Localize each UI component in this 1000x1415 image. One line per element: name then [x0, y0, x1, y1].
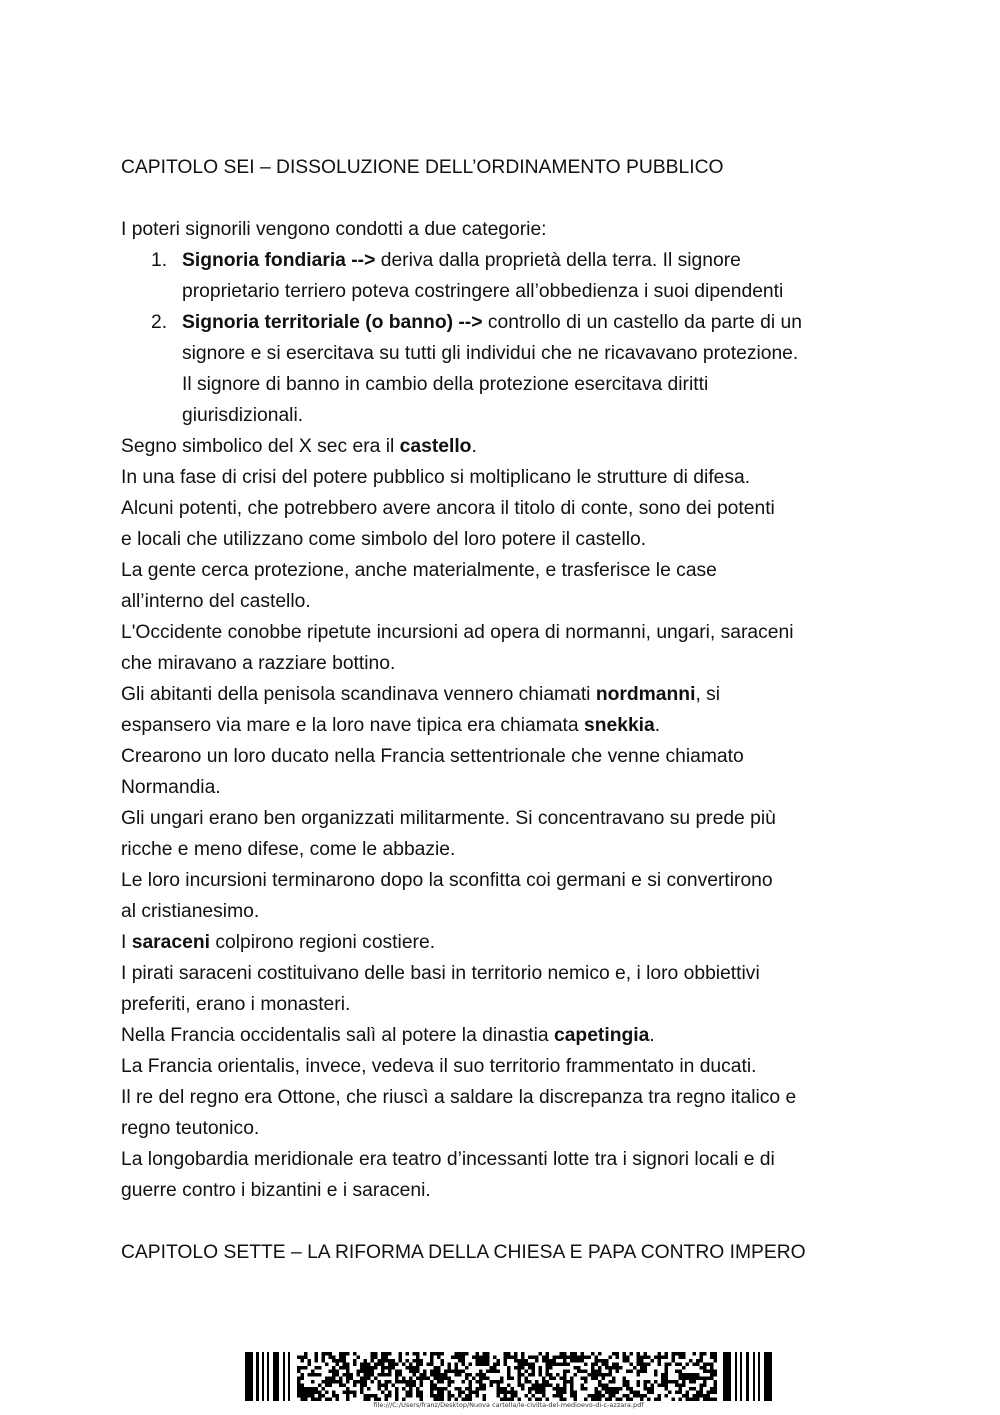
- categories-list: [121, 245, 901, 431]
- text-line: I pirati saraceni costituivano delle basi in territorio nemico e, i loro obbiettivi: [121, 963, 760, 984]
- text-line: Le loro incursioni terminarono dopo la sconfitta coi germani e si convertirono: [121, 870, 773, 891]
- text-line: Crearono un loro ducato nella Francia settentrionale che venne chiamato: [121, 746, 744, 767]
- chapter-title: CAPITOLO SETTE – LA RIFORMA DELLA CHIESA E PAPA CONTRO IMPERO: [121, 1242, 806, 1263]
- text-line: espansero via mare e la loro nave tipica era chiamata snekkia.: [121, 715, 661, 736]
- text-line: Gli ungari erano ben organizzati militarmente. Si concentravano su prede più: [121, 808, 776, 829]
- list-number: 1.: [151, 250, 168, 271]
- text-line: ricche e meno difese, come le abbazie.: [121, 839, 456, 860]
- footer-file-path: file:///C:/Users/franz/Desktop/Nuova cartella/le-civilta-del-medioevo-di-c-azzara.pdf: [373, 1401, 644, 1409]
- intro-paragraph: I poteri signorili vengono condotti a due categorie:: [121, 219, 547, 240]
- text-line: Normandia.: [121, 777, 221, 798]
- text-line: La longobardia meridionale era teatro d’incessanti lotte tra i signori locali e di: [121, 1149, 775, 1170]
- text-line: Nella Francia occidentalis salì al potere la dinastia capetingia.: [121, 1025, 655, 1046]
- text-line: Il re del regno era Ottone, che riuscì a saldare la discrepanza tra regno italico e: [121, 1087, 797, 1108]
- list-number: 2.: [151, 312, 168, 333]
- text-line: Alcuni potenti, che potrebbero avere ancora il titolo di conte, sono dei potenti: [121, 498, 775, 519]
- list-item: 2. Signoria territoriale (o banno) --> controllo di un castello da parte di un signore e si esercitava su tutti gli individui che ne ricavavano protezione. Il signore di banno in cambio della protezione esercitava diritti giurisdizionali.: [121, 307, 901, 431]
- chapter-title: CAPITOLO SEI – DISSOLUZIONE DELL’ORDINAMENTO PUBBLICO: [121, 157, 724, 178]
- text-line: I saraceni colpirono regioni costiere.: [121, 932, 436, 953]
- text-line: Gli abitanti della penisola scandinava vennero chiamati nordmanni, si: [121, 684, 721, 705]
- text-line: L'Occidente conobbe ripetute incursioni ad opera di normanni, ungari, saraceni: [121, 622, 794, 643]
- text-line: all’interno del castello.: [121, 591, 311, 612]
- text-line: regno teutonico.: [121, 1118, 260, 1139]
- list-item: 1. Signoria fondiaria --> deriva dalla proprietà della terra. Il signore proprietario terriero poteva costringere all’obbedienza i suoi dipendenti: [121, 245, 901, 307]
- barcode-image: [245, 1352, 772, 1401]
- text-line: e locali che utilizzano come simbolo del loro potere il castello.: [121, 529, 647, 550]
- text-line: guerre contro i bizantini e i saraceni.: [121, 1180, 431, 1201]
- text-line: preferiti, erano i monasteri.: [121, 994, 351, 1015]
- text-line: In una fase di crisi del potere pubblico si moltiplicano le strutture di difesa.: [121, 467, 751, 488]
- term-bold: Signoria territoriale (o banno) -->: [182, 312, 483, 333]
- text-line: La gente cerca protezione, anche materialmente, e trasferisce le case: [121, 560, 717, 581]
- text-line: al cristianesimo.: [121, 901, 260, 922]
- document-page: [121, 152, 901, 1268]
- text-line: che miravano a razziare bottino.: [121, 653, 396, 674]
- term-bold: Signoria fondiaria -->: [182, 250, 376, 271]
- text-line: Segno simbolico del X sec era il castello.: [121, 436, 477, 457]
- text-line: La Francia orientalis, invece, vedeva il suo territorio frammentato in ducati.: [121, 1056, 757, 1077]
